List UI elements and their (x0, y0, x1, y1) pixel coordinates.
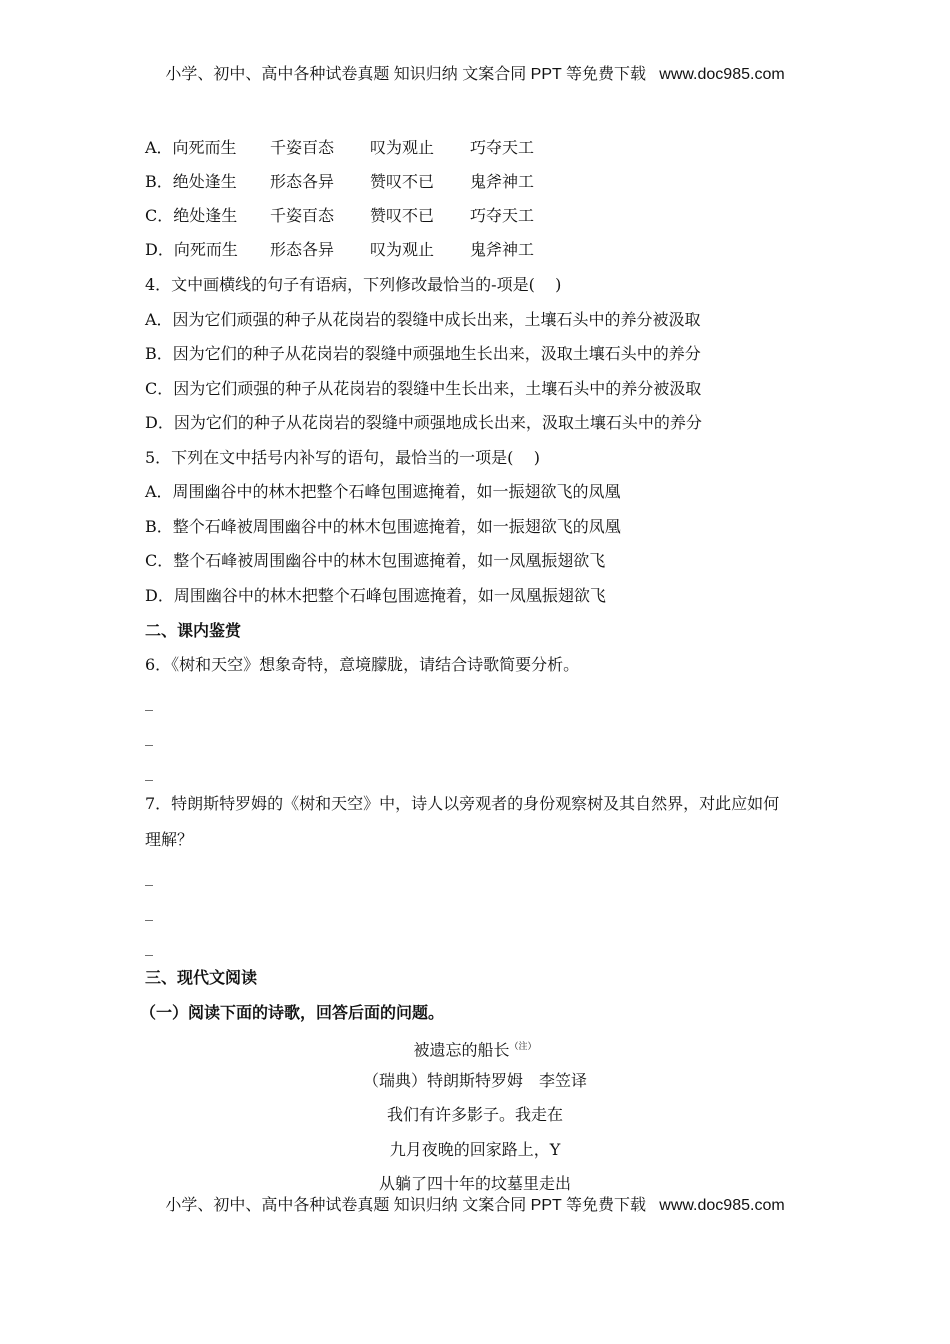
subsection-heading: （一）阅读下面的诗歌，回答后面的问题。 (140, 1003, 445, 1022)
section-heading-3: 三、现代文阅读 (145, 968, 258, 987)
poem-author: （瑞典）特朗斯特罗姆 李笠译 (362, 1071, 587, 1090)
page-header: 小学、初中、高中各种试卷真题 知识归纳 文案合同 PPT 等免费下载 www.doc985.com (165, 66, 785, 83)
answer-blank: _ (145, 937, 153, 956)
answer-blank: _ (145, 902, 153, 921)
q5-option-a: A．周围幽谷中的林木把整个石峰包围遮掩着，如一振翅欲飞的凤凰 (145, 482, 621, 501)
page-footer: 小学、初中、高中各种试卷真题 知识归纳 文案合同 PPT 等免费下载 www.doc985.com (165, 1197, 785, 1214)
question-4: 4．文中画横线的句子有语病，下列修改最恰当的-项是( ) (145, 275, 562, 294)
answer-blank: _ (145, 727, 153, 746)
poem-line: 从躺了四十年的坟墓里走出 (378, 1174, 571, 1193)
question-7-cont: 理解？ (145, 830, 194, 849)
q5-option-d: D．周围幽谷中的林木把整个石峰包围遮掩着，如一凤凰振翅欲飞 (145, 586, 606, 605)
q5-option-b: B．整个石峰被周围幽谷中的林木包围遮掩着，如一振翅欲飞的凤凰 (145, 517, 621, 536)
answer-blank: _ (145, 867, 153, 886)
option-a: A．向死而生 千姿百态 叹为观止 巧夺天工 (145, 138, 535, 157)
poem-title: 被遗忘的船长$^{(注)}$ (413, 1040, 537, 1060)
note-marker: （注） (509, 1042, 537, 1052)
question-5: 5．下列在文中括号内补写的语句，最恰当的一项是( ) (145, 448, 541, 467)
answer-blank: _ (145, 692, 153, 711)
q4-option-a: A．因为它们顽强的种子从花岗岩的裂缝中成长出来，土壤石头中的养分被汲取 (145, 310, 701, 329)
option-d: D．向死而生 形态各异 叹为观止 鬼斧神工 (145, 240, 535, 259)
q4-option-b: B．因为它们的种子从花岗岩的裂缝中顽强地生长出来，汲取土壤石头中的养分 (145, 344, 701, 363)
answer-blank: _ (145, 762, 153, 781)
section-heading-2: 二、课内鉴赏 (145, 621, 242, 640)
option-c: C．绝处逢生 千姿百态 赞叹不已 巧夺天工 (145, 206, 535, 225)
question-7: 7．特朗斯特罗姆的《树和天空》中，诗人以旁观者的身份观察树及其自然界，对此应如何 (145, 794, 780, 813)
q4-option-c: C．因为它们顽强的种子从花岗岩的裂缝中生长出来，土壤石头中的养分被汲取 (145, 379, 702, 398)
q5-option-c: C．整个石峰被周围幽谷中的林木包围遮掩着，如一凤凰振翅欲飞 (145, 551, 606, 570)
poem-line: 九月夜晚的回家路上，Y (389, 1140, 561, 1159)
option-b: B．绝处逢生 形态各异 赞叹不已 鬼斧神工 (145, 172, 535, 191)
q4-option-d: D．因为它们的种子从花岗岩的裂缝中顽强地成长出来，汲取土壤石头中的养分 (145, 413, 702, 432)
question-6: 6．《树和天空》想象奇特，意境朦胧，请结合诗歌简要分析。 (145, 655, 580, 674)
poem-line: 我们有许多影子。我走在 (386, 1105, 563, 1124)
